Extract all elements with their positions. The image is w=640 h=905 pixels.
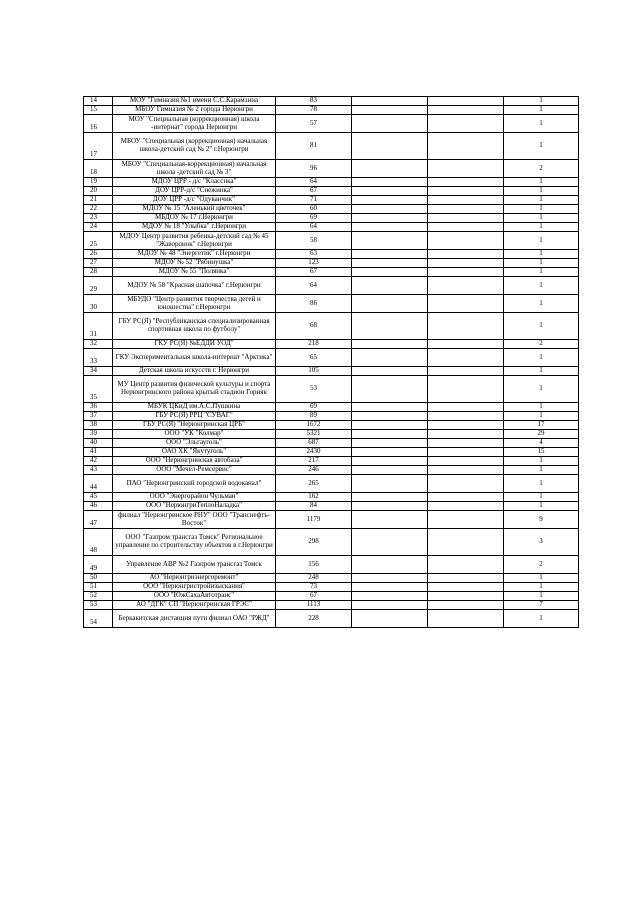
- empty-cell: [352, 259, 428, 268]
- table-row: [84, 448, 579, 457]
- row-number-cell: 25: [84, 232, 113, 250]
- organization-name-cell: ООО "Газпром трансгаз Томск" Региональное управление по строительству объектов в г.Нерюнгри: [113, 529, 276, 556]
- count-cell: 81: [276, 133, 352, 160]
- organization-name-cell: МБУДО "Центр развития творчества детей и юношества" г.Нерюнгри: [113, 295, 276, 313]
- table-row: [84, 340, 579, 349]
- quantity-cell: 1: [504, 223, 579, 232]
- table-row: [84, 592, 579, 601]
- empty-cell: [352, 214, 428, 223]
- empty-cell: [352, 313, 428, 340]
- empty-cell: [352, 133, 428, 160]
- organizations-table: [83, 96, 579, 628]
- quantity-cell: 9: [504, 511, 579, 529]
- empty-cell: [428, 223, 504, 232]
- empty-cell: [352, 475, 428, 493]
- empty-cell: [428, 268, 504, 277]
- row-number-cell: 41: [84, 448, 113, 457]
- row-number-cell: 18: [84, 160, 113, 178]
- organization-name-cell: Детская школа искусств г. Нерюнгри: [113, 367, 276, 376]
- empty-cell: [428, 430, 504, 439]
- organization-name-cell: ГКУ РС(Я) №ЕДДИ УОД": [113, 340, 276, 349]
- count-cell: 63: [276, 250, 352, 259]
- count-cell: 84: [276, 502, 352, 511]
- empty-cell: [428, 259, 504, 268]
- empty-cell: [428, 466, 504, 475]
- empty-cell: [428, 340, 504, 349]
- empty-cell: [352, 349, 428, 367]
- table-row: [84, 232, 579, 250]
- empty-cell: [352, 439, 428, 448]
- empty-cell: [428, 376, 504, 403]
- table-row: [84, 493, 579, 502]
- table-row: [84, 367, 579, 376]
- table-row: [84, 115, 579, 133]
- table-row: [84, 376, 579, 403]
- organization-name-cell: ООО "Нерюнгринская автобаза": [113, 457, 276, 466]
- organization-name-cell: МДОУ № 55 "Полянка": [113, 268, 276, 277]
- table-row: [84, 187, 579, 196]
- empty-cell: [428, 493, 504, 502]
- organization-name-cell: МДОУ № 52 "Рябинушка": [113, 259, 276, 268]
- organization-name-cell: АО "Нерюнгриэнергоремонт": [113, 574, 276, 583]
- row-number-cell: 23: [84, 214, 113, 223]
- empty-cell: [352, 583, 428, 592]
- table-row: [84, 610, 579, 628]
- quantity-cell: 1: [504, 583, 579, 592]
- quantity-cell: 1: [504, 214, 579, 223]
- organization-name-cell: МБОУ "Специальная-коррекционная) начальная школа -детский сад № 3": [113, 160, 276, 178]
- count-cell: 248: [276, 574, 352, 583]
- quantity-cell: 1: [504, 295, 579, 313]
- row-number-cell: 29: [84, 277, 113, 295]
- quantity-cell: 2: [504, 340, 579, 349]
- organization-name-cell: филиал "Нерюнгринское РНУ" ООО "Транснефть-Восток": [113, 511, 276, 529]
- count-cell: 2430: [276, 448, 352, 457]
- organization-name-cell: МОУ "Специальная (коррекционная) школа -интернат" города Нерюнгри: [113, 115, 276, 133]
- empty-cell: [428, 556, 504, 574]
- empty-cell: [428, 367, 504, 376]
- quantity-cell: 1: [504, 268, 579, 277]
- count-cell: 68: [276, 313, 352, 340]
- table-row: [84, 412, 579, 421]
- table-row: [84, 313, 579, 340]
- quantity-cell: 1: [504, 376, 579, 403]
- organization-name-cell: ООО "Энергорайон Чульман": [113, 493, 276, 502]
- row-number-cell: 17: [84, 133, 113, 160]
- empty-cell: [428, 583, 504, 592]
- row-number-cell: 50: [84, 574, 113, 583]
- empty-cell: [428, 160, 504, 178]
- quantity-cell: 1: [504, 205, 579, 214]
- count-cell: 246: [276, 466, 352, 475]
- count-cell: 5321: [276, 430, 352, 439]
- empty-cell: [428, 610, 504, 628]
- quantity-cell: 1: [504, 502, 579, 511]
- organization-name-cell: МОУ "Гимназия №1 имени С.С.Карамзина: [113, 97, 276, 106]
- count-cell: 156: [276, 556, 352, 574]
- row-number-cell: 14: [84, 97, 113, 106]
- empty-cell: [352, 421, 428, 430]
- row-number-cell: 19: [84, 178, 113, 187]
- row-number-cell: 39: [84, 430, 113, 439]
- quantity-cell: 17: [504, 421, 579, 430]
- row-number-cell: 52: [84, 592, 113, 601]
- row-number-cell: 48: [84, 529, 113, 556]
- empty-cell: [428, 349, 504, 367]
- quantity-cell: 1: [504, 466, 579, 475]
- quantity-cell: 1: [504, 457, 579, 466]
- row-number-cell: 32: [84, 340, 113, 349]
- count-cell: 64: [276, 277, 352, 295]
- count-cell: 69: [276, 403, 352, 412]
- row-number-cell: 44: [84, 475, 113, 493]
- empty-cell: [352, 457, 428, 466]
- quantity-cell: 1: [504, 574, 579, 583]
- table-row: [84, 601, 579, 610]
- table-row: [84, 97, 579, 106]
- table-row: [84, 214, 579, 223]
- table-row: [84, 430, 579, 439]
- count-cell: 64: [276, 223, 352, 232]
- count-cell: 228: [276, 610, 352, 628]
- empty-cell: [428, 133, 504, 160]
- count-cell: 83: [276, 97, 352, 106]
- table-row: [84, 511, 579, 529]
- empty-cell: [352, 268, 428, 277]
- table-row: [84, 403, 579, 412]
- quantity-cell: 1: [504, 403, 579, 412]
- row-number-cell: 20: [84, 187, 113, 196]
- organization-name-cell: МБОУ "Специальная (коррекционная) начальная школа-детский сад № 2" г.Нерюнгри: [113, 133, 276, 160]
- empty-cell: [428, 232, 504, 250]
- row-number-cell: 31: [84, 313, 113, 340]
- quantity-cell: 29: [504, 430, 579, 439]
- empty-cell: [428, 295, 504, 313]
- organization-name-cell: ООО "Нерюнгристройизыскания": [113, 583, 276, 592]
- row-number-cell: 42: [84, 457, 113, 466]
- empty-cell: [428, 439, 504, 448]
- organization-name-cell: ДОУ ЦРР -д/с "Одуванчик": [113, 196, 276, 205]
- organization-name-cell: МДОУ № 48 "Энергетик" г.Нерюнгри: [113, 250, 276, 259]
- row-number-cell: 30: [84, 295, 113, 313]
- quantity-cell: 1: [504, 412, 579, 421]
- quantity-cell: 1: [504, 106, 579, 115]
- row-number-cell: 33: [84, 349, 113, 367]
- empty-cell: [352, 376, 428, 403]
- organization-name-cell: МДОУ № 18 "Улыбка" г.Нерюнгри: [113, 223, 276, 232]
- empty-cell: [352, 205, 428, 214]
- empty-cell: [352, 574, 428, 583]
- empty-cell: [352, 250, 428, 259]
- organization-name-cell: ГКУ Экспериментальная школа-интернат "Арктика": [113, 349, 276, 367]
- quantity-cell: 1: [504, 196, 579, 205]
- empty-cell: [352, 493, 428, 502]
- count-cell: 78: [276, 106, 352, 115]
- count-cell: 71: [276, 196, 352, 205]
- empty-cell: [352, 196, 428, 205]
- quantity-cell: 1: [504, 178, 579, 187]
- organization-name-cell: ООО "ЮжСахаАвтотранс": [113, 592, 276, 601]
- empty-cell: [352, 610, 428, 628]
- empty-cell: [352, 502, 428, 511]
- row-number-cell: 21: [84, 196, 113, 205]
- empty-cell: [428, 97, 504, 106]
- empty-cell: [352, 295, 428, 313]
- count-cell: 89: [276, 412, 352, 421]
- row-number-cell: 51: [84, 583, 113, 592]
- quantity-cell: 1: [504, 250, 579, 259]
- empty-cell: [428, 277, 504, 295]
- count-cell: 162: [276, 493, 352, 502]
- row-number-cell: 45: [84, 493, 113, 502]
- organization-name-cell: Беркакитская дистанция пути филиал ОАО "РЖД": [113, 610, 276, 628]
- quantity-cell: 2: [504, 556, 579, 574]
- empty-cell: [352, 160, 428, 178]
- organization-name-cell: ОАО ХК "Якутуголь": [113, 448, 276, 457]
- empty-cell: [428, 196, 504, 205]
- count-cell: 67: [276, 268, 352, 277]
- count-cell: 58: [276, 232, 352, 250]
- empty-cell: [428, 313, 504, 340]
- table-row: [84, 223, 579, 232]
- row-number-cell: 37: [84, 412, 113, 421]
- row-number-cell: 27: [84, 259, 113, 268]
- row-number-cell: 34: [84, 367, 113, 376]
- quantity-cell: 1: [504, 187, 579, 196]
- empty-cell: [428, 574, 504, 583]
- empty-cell: [428, 529, 504, 556]
- table-row: [84, 160, 579, 178]
- organization-name-cell: ПАО "Нерюнгринский городской водоканал": [113, 475, 276, 493]
- row-number-cell: 53: [84, 601, 113, 610]
- organization-name-cell: ГБУ РС(Я) РРЦ "СУВАГ": [113, 412, 276, 421]
- quantity-cell: 1: [504, 367, 579, 376]
- table-row: [84, 106, 579, 115]
- empty-cell: [428, 214, 504, 223]
- quantity-cell: 1: [504, 97, 579, 106]
- organization-name-cell: АО "ДГК" СП "Нерюнгринская ГРЭС": [113, 601, 276, 610]
- count-cell: 96: [276, 160, 352, 178]
- quantity-cell: 1: [504, 259, 579, 268]
- empty-cell: [428, 421, 504, 430]
- quantity-cell: 15: [504, 448, 579, 457]
- quantity-cell: 1: [504, 493, 579, 502]
- row-number-cell: 16: [84, 115, 113, 133]
- table-row: [84, 205, 579, 214]
- empty-cell: [428, 412, 504, 421]
- row-number-cell: 36: [84, 403, 113, 412]
- count-cell: 57: [276, 115, 352, 133]
- empty-cell: [352, 97, 428, 106]
- count-cell: 1672: [276, 421, 352, 430]
- organization-name-cell: МБОУ Гимназия № 2 города Нерюнгри: [113, 106, 276, 115]
- count-cell: 123: [276, 259, 352, 268]
- table-row: [84, 133, 579, 160]
- quantity-cell: 3: [504, 529, 579, 556]
- table-row: [84, 529, 579, 556]
- quantity-cell: 1: [504, 313, 579, 340]
- row-number-cell: 22: [84, 205, 113, 214]
- empty-cell: [352, 592, 428, 601]
- table-row: [84, 439, 579, 448]
- empty-cell: [352, 448, 428, 457]
- table-row: [84, 583, 579, 592]
- row-number-cell: 15: [84, 106, 113, 115]
- table-row: [84, 277, 579, 295]
- count-cell: 218: [276, 340, 352, 349]
- empty-cell: [352, 466, 428, 475]
- row-number-cell: 24: [84, 223, 113, 232]
- organization-name-cell: МДОУ № 15 "Аленький цветочек": [113, 205, 276, 214]
- empty-cell: [428, 502, 504, 511]
- count-cell: 67: [276, 592, 352, 601]
- empty-cell: [352, 601, 428, 610]
- row-number-cell: 38: [84, 421, 113, 430]
- table-row: [84, 196, 579, 205]
- row-number-cell: 43: [84, 466, 113, 475]
- row-number-cell: 54: [84, 610, 113, 628]
- quantity-cell: 2: [504, 160, 579, 178]
- row-number-cell: 49: [84, 556, 113, 574]
- quantity-cell: 7: [504, 601, 579, 610]
- empty-cell: [352, 430, 428, 439]
- organization-name-cell: ООО "Эльгауголь": [113, 439, 276, 448]
- count-cell: 298: [276, 529, 352, 556]
- table-row: [84, 556, 579, 574]
- row-number-cell: 35: [84, 376, 113, 403]
- count-cell: 67: [276, 187, 352, 196]
- empty-cell: [352, 412, 428, 421]
- count-cell: 53: [276, 376, 352, 403]
- organization-name-cell: МДОУ № 58 "Красная шапочка" г.Нерюнгри: [113, 277, 276, 295]
- table-row: [84, 259, 579, 268]
- count-cell: 265: [276, 475, 352, 493]
- organization-name-cell: ГБУ РС(Я) "Республиканская специализированная спортивная школа по футболу": [113, 313, 276, 340]
- empty-cell: [352, 556, 428, 574]
- empty-cell: [428, 205, 504, 214]
- empty-cell: [428, 106, 504, 115]
- quantity-cell: 4: [504, 439, 579, 448]
- empty-cell: [352, 232, 428, 250]
- organization-name-cell: МДОУ Центр развития ребенка-детский сад № 45 "Жаворонок" г.Нерюнгри: [113, 232, 276, 250]
- table-body: [84, 97, 579, 628]
- empty-cell: [428, 601, 504, 610]
- organization-name-cell: МУ Центр развития физической культуры и спорта Нерюнгринского района крытый стадион Горняк: [113, 376, 276, 403]
- empty-cell: [352, 178, 428, 187]
- count-cell: 1179: [276, 511, 352, 529]
- table-row: [84, 421, 579, 430]
- organization-name-cell: МДОУ ЦРР - д/с "Классика": [113, 178, 276, 187]
- empty-cell: [428, 457, 504, 466]
- empty-cell: [352, 115, 428, 133]
- table-row: [84, 295, 579, 313]
- empty-cell: [428, 511, 504, 529]
- row-number-cell: 40: [84, 439, 113, 448]
- table-row: [84, 457, 579, 466]
- count-cell: 105: [276, 367, 352, 376]
- organization-name-cell: ООО "Мечел-Ремсервис": [113, 466, 276, 475]
- count-cell: 73: [276, 583, 352, 592]
- table-row: [84, 250, 579, 259]
- quantity-cell: 1: [504, 349, 579, 367]
- quantity-cell: 1: [504, 133, 579, 160]
- table-row: [84, 574, 579, 583]
- organization-name-cell: МБДОУ № 17 г.Нерюнгри: [113, 214, 276, 223]
- organization-name-cell: ДОУ ЦРР-д/с "Снежинка": [113, 187, 276, 196]
- table-row: [84, 268, 579, 277]
- count-cell: 1113: [276, 601, 352, 610]
- empty-cell: [428, 592, 504, 601]
- row-number-cell: 47: [84, 511, 113, 529]
- quantity-cell: 1: [504, 610, 579, 628]
- organization-name-cell: ООО "УК "Колмар": [113, 430, 276, 439]
- organization-name-cell: ГБУ РС(Я) "Нерюнгринская ЦРБ": [113, 421, 276, 430]
- empty-cell: [428, 178, 504, 187]
- table-row: [84, 466, 579, 475]
- empty-cell: [428, 448, 504, 457]
- count-cell: 217: [276, 457, 352, 466]
- empty-cell: [352, 277, 428, 295]
- quantity-cell: 1: [504, 115, 579, 133]
- empty-cell: [352, 529, 428, 556]
- table-row: [84, 178, 579, 187]
- quantity-cell: 1: [504, 277, 579, 295]
- table-row: [84, 502, 579, 511]
- empty-cell: [352, 403, 428, 412]
- table-row: [84, 349, 579, 367]
- empty-cell: [352, 223, 428, 232]
- row-number-cell: 28: [84, 268, 113, 277]
- count-cell: 687: [276, 439, 352, 448]
- empty-cell: [428, 475, 504, 493]
- table-row: [84, 475, 579, 493]
- empty-cell: [352, 511, 428, 529]
- empty-cell: [428, 187, 504, 196]
- count-cell: 64: [276, 178, 352, 187]
- empty-cell: [352, 106, 428, 115]
- count-cell: 69: [276, 214, 352, 223]
- organization-name-cell: ООО "НерюнгриТеплоНаладка": [113, 502, 276, 511]
- empty-cell: [428, 250, 504, 259]
- count-cell: 60: [276, 205, 352, 214]
- count-cell: 86: [276, 295, 352, 313]
- empty-cell: [352, 340, 428, 349]
- organization-name-cell: МБУК ЦКиД им.А.С.Пушкина: [113, 403, 276, 412]
- empty-cell: [428, 403, 504, 412]
- empty-cell: [352, 367, 428, 376]
- quantity-cell: 1: [504, 232, 579, 250]
- quantity-cell: 1: [504, 475, 579, 493]
- empty-cell: [352, 187, 428, 196]
- organization-name-cell: Управление АВР №2 Газпром трансгаз Томск: [113, 556, 276, 574]
- quantity-cell: 1: [504, 592, 579, 601]
- row-number-cell: 46: [84, 502, 113, 511]
- row-number-cell: 26: [84, 250, 113, 259]
- empty-cell: [428, 115, 504, 133]
- count-cell: 65: [276, 349, 352, 367]
